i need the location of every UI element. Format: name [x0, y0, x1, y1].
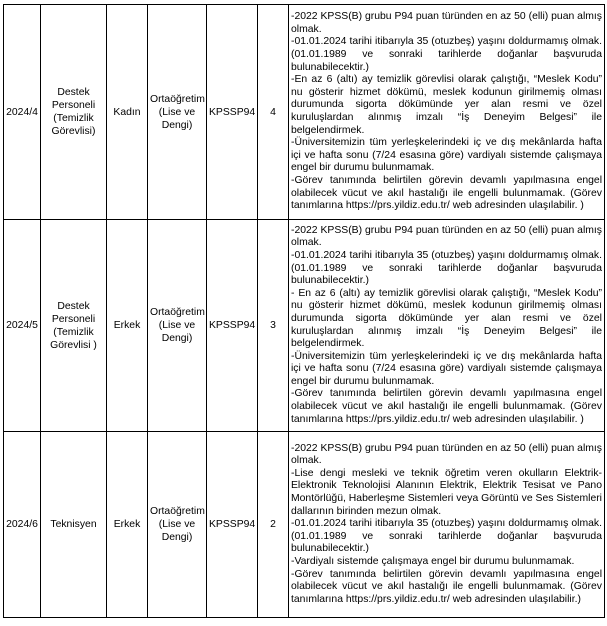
position-title: Destek Personeli (Temizlik Görevlisi) — [41, 5, 107, 220]
table-row — [4, 5, 605, 220]
requirement-item: -En az 6 (altı) ay temizlik görevlisi olarak çalıştığı, “Meslek Kodu” nu gösterir hizmet dökümü, meslek kodunun girilmemiş olması durumunda sigorta dökümünde yer alan resmi ve özel kuruluşlardan alınmış imzalı “İş Deneyim Belgesi” ile belgelendirmek. — [291, 74, 602, 136]
posting-code: 2024/5 — [4, 220, 41, 432]
requirement-item: -01.01.2024 tarihi itibarıyla 35 (otuzbeş) yaşını doldurmamış olmak. (01.01.1989 ve sonraki tarihlerde doğanlar başvuruda bulunabilecektir.) — [291, 36, 602, 73]
requirement-item: -01.01.2024 tarihi itibarıyla 35 (otuzbeş) yaşını doldurmamış olmak. (01.01.1989 ve sonraki tarihlerde doğanlar başvuruda bulunabilecektir.) — [291, 249, 602, 287]
requirement-item: -Görev tanımında belirtilen görevin devamlı yapılmasına engel olabilecek vücut ve akıl hastalığı ile engelli bulunmamak. (Görev tanımlarına https://prs.yildiz.edu.tr/ web adresinden ulaşılabilir.) — [291, 568, 602, 605]
score-type: KPSSP94 — [207, 5, 258, 220]
score-type: KPSSP94 — [207, 220, 258, 432]
posting-code: 2024/4 — [4, 5, 41, 220]
score-type: KPSSP94 — [207, 432, 258, 618]
table-row — [4, 432, 605, 618]
requirement-item: -Üniversitemizin tüm yerleşkelerindeki iç ve dış mekânlarda hafta içi ve hafta sonu (7/24 esasına göre) vardiyalı sistemde çalışmaya engel bir durumu bulunmamak. — [291, 137, 602, 174]
requirement-item: -2022 KPSS(B) grubu P94 puan türünden en az 50 (elli) puan almış olmak. — [291, 11, 602, 35]
table-row — [4, 220, 605, 432]
position-count: 2 — [258, 432, 289, 618]
requirements-cell — [289, 432, 605, 618]
requirement-item: -2022 KPSS(B) grubu P94 puan türünden en az 50 (elli) puan almış olmak. — [291, 442, 602, 467]
job-postings-table — [3, 4, 605, 618]
position-count: 4 — [258, 5, 289, 220]
requirement-item: -Vardiyalı sistemde çalışmaya engel bir durumu bulunmamak. — [291, 555, 575, 567]
position-count: 3 — [258, 220, 289, 432]
gender: Kadın — [107, 5, 148, 220]
requirements-cell — [289, 220, 605, 432]
posting-code: 2024/6 — [4, 432, 41, 618]
requirement-item: -Lise dengi mesleki ve teknik öğretim veren okulların Elektrik-Elektronik Teknolojisi Alanının Elektrik, Elektrik Tesisat ve Pano Montörlüğü, Haberleşme Sistemleri veya Görüntü ve Ses Sistemleri dallarının birinden mezun olmak. — [291, 467, 602, 517]
education-level: Ortaöğretim (Lise ve Dengi) — [148, 432, 207, 618]
gender: Erkek — [107, 432, 148, 618]
requirement-item: -Üniversitemizin tüm yerleşkelerindeki iç ve dış mekânlarda hafta içi ve hafta sonu (7/24 esasına göre) vardiyalı sistemde çalışmaya engel bir durumu bulunmamak. — [291, 350, 602, 387]
education-level: Ortaöğretim (Lise ve Dengi) — [148, 220, 207, 432]
education-level: Ortaöğretim (Lise ve Dengi) — [148, 5, 207, 220]
requirement-item: -01.01.2024 tarihi itibarıyla 35 (otuzbeş) yaşını doldurmamış olmak. (01.01.1989 ve sonraki tarihlerde doğanlar başvuruda bulunabilecektir.) — [291, 518, 602, 555]
position-title: Destek Personeli (Temizlik Görevlisi ) — [41, 220, 107, 432]
requirements-cell — [289, 5, 605, 220]
position-title: Teknisyen — [41, 432, 107, 618]
requirement-item: - En az 6 (altı) ay temizlik görevlisi olarak çalıştığı, “Meslek Kodu” nu gösterir hizmet dökümü, meslek kodunun girilmemiş olması durumunda sigorta dökümünde yer alan resmi ve özel kuruluşlardan alınmış imzalı “İş Deneyim Belgesi” ile belgelendirmek. — [291, 287, 602, 350]
requirement-item: -Görev tanımında belirtilen görevin devamlı yapılmasına engel olabilecek vücut ve akıl hastalığı ile engelli bulunmamak. (Görev tanımlarına https://prs.yildiz.edu.tr/ web adresinden ulaşılabilir. ) — [291, 388, 602, 425]
requirement-item: -Görev tanımında belirtilen görevin devamlı yapılmasına engel olabilecek vücut ve akıl hastalığı ile engelli bulunmamak. (Görev tanımlarına https://prs.yildiz.edu.tr/ web adresinden ulaşılabilir. ) — [291, 174, 602, 212]
requirement-item: -2022 KPSS(B) grubu P94 puan türünden en az 50 (elli) puan almış olmak. — [291, 224, 602, 249]
gender: Erkek — [107, 220, 148, 432]
